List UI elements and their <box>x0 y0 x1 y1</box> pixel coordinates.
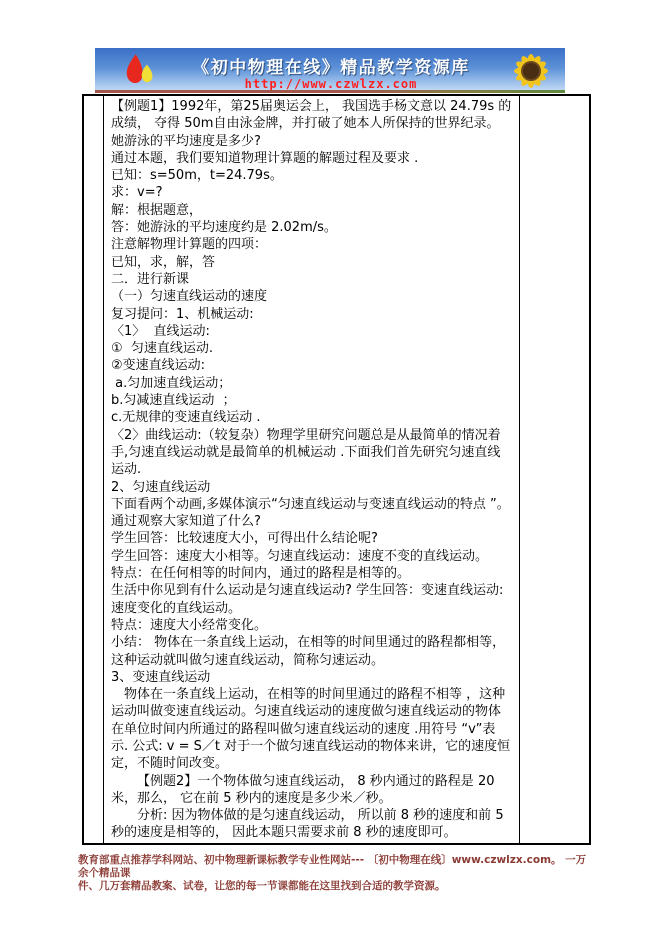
paragraph: 复习提问：1、机械运动: <box>111 306 254 322</box>
lesson-text <box>104 96 520 843</box>
paragraph: 【例题1】1992年，第25届奥运会上， 我国选手杨文意以 24.79s 的成绩， 夺得 50m自由泳金牌，并打破了她本人所保持的世界纪录。她游泳的平均速度是多少? <box>111 99 512 149</box>
paragraph: 生活中你见到有什么运动是匀速直线运动? 学生回答：变速直线运动: 速度变化的直线运动。 <box>111 583 508 616</box>
sunflower-icon <box>507 48 559 93</box>
banner-text-block <box>155 51 507 91</box>
paragraph: 特点：在任何相等的时间内，通过的路程是相等的。 <box>111 566 411 582</box>
paragraph: 〈2〉曲线运动:（较复杂）物理学里研究问题总是从最简单的情况着手,匀速直线运动就是最简单的机械运动 .下面我们首先研究匀速直线运动. <box>111 427 501 478</box>
paragraph: 物体在一条直线上运动，在相等的时间里通过的路程不相等 ，这种运动叫做变速直线运动。匀速直线运动的速度做匀速直线运动的物体在单位时间内所通过的路程叫做匀速直线运动的速度 .用符号 “v”表示. 公式: v = S／t 对于一个做匀速直线运动的物体来讲，它的速度恒定，不随时间改变。 <box>111 687 511 772</box>
banner-ground-strip <box>95 90 565 93</box>
paragraph: 3、变速直线运动 <box>111 669 211 685</box>
banner-url-link[interactable]: http://www.czwlzx.com <box>244 76 418 91</box>
paragraph: b.匀减速直线运动 ； <box>111 393 236 409</box>
paragraph: 通过观察大家知道了什么? <box>111 514 261 530</box>
paragraph: 已知，求，解，答 <box>111 254 216 270</box>
paragraph: 特点：速度大小经常变化。 <box>111 617 268 633</box>
paragraph: 分析: 因为物体做的是匀速直线运动， 所以前 8 秒的速度和前 5 秒的速度是相等的， 因此本题只需要求前 8 秒的速度即可。 <box>111 808 508 841</box>
site-banner <box>95 48 565 93</box>
paragraph: 小结： 物体在一条直线上运动，在相等的时间里通过的路程都相等，这种运动就叫做匀速直线运动，简称匀速运动。 <box>111 635 506 668</box>
footer-line-2: 件、几万套精品教案、试卷，让您的每一节课都能在这里找到合适的教学资源。 <box>78 880 446 892</box>
paragraph: 学生回答：速度大小相等。匀速直线运动：速度不变的直线运动。 <box>111 548 489 564</box>
paragraph: 答：她游泳的平均速度约是 2.02m/s。 <box>111 220 337 236</box>
paragraph: 已知：s=50m，t=24.79s。 <box>111 168 283 184</box>
paragraph: （一）匀速直线运动的速度 <box>111 289 268 305</box>
paragraph: 学生回答：比较速度大小，可得出什么结论呢? <box>111 531 378 547</box>
paragraph: 2、匀速直线运动 <box>111 479 211 495</box>
paragraph: 注意解物理计算题的四项： <box>111 237 268 253</box>
flame-logo-icon <box>121 50 155 92</box>
paragraph: 二．进行新课 <box>111 271 190 287</box>
paragraph: ②变速直线运动: <box>111 358 206 374</box>
paragraph: ① 匀速直线运动. <box>111 341 214 357</box>
footer-note <box>78 854 594 893</box>
paragraph: c.无规律的变速直线运动 . <box>111 410 261 426</box>
paragraph: 解：根据题意， <box>111 202 203 218</box>
lesson-table <box>82 94 591 845</box>
paragraph: 〈1〉 直线运动: <box>111 323 210 339</box>
paragraph: 通过本题，我们要知道物理计算题的解题过程及要求 . <box>111 150 419 166</box>
table-right-column <box>520 96 589 843</box>
paragraph: 求：v=? <box>111 185 163 201</box>
footer-line-1: 教育部重点推荐学科网站、初中物理新课标教学专业性网站--- 〔初中物理在线〕www.czwlzx.com。 一万余个精品课 <box>78 854 587 879</box>
paragraph: a.匀加速直线运动； <box>111 375 232 391</box>
paragraph: 下面看两个动画,多媒体演示“匀速直线运动与变速直线运动的特点 ”。 <box>111 496 510 512</box>
table-left-column <box>84 96 104 843</box>
banner-title: 《初中物理在线》精品教学资源库 <box>192 57 470 78</box>
paragraph: 【例题2】一个物体做匀速直线运动， 8 秒内通过的路程是 20 米，那么， 它在前 5 秒内的速度是多少米／秒。 <box>111 773 499 806</box>
